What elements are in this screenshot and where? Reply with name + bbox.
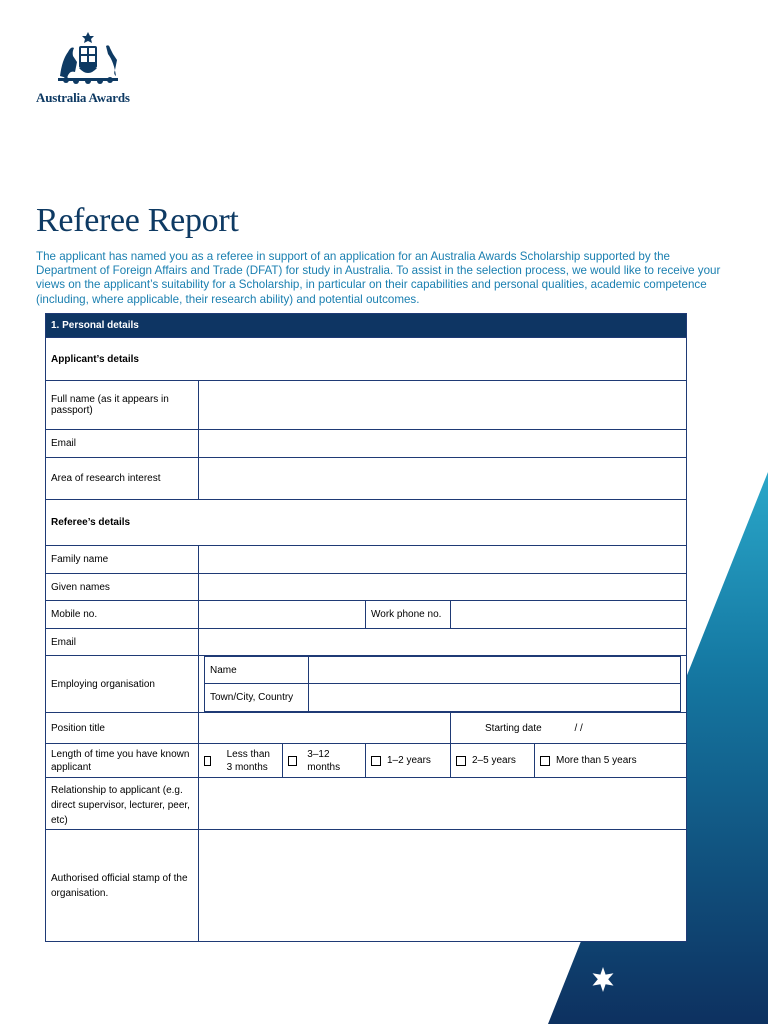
- mobile-label: Mobile no.: [46, 601, 199, 629]
- referee-email-field[interactable]: [199, 629, 687, 656]
- employing-organisation-label: Employing organisation: [46, 656, 199, 713]
- full-name-label: Full name (as it appears in passport): [46, 381, 199, 430]
- work-phone-field[interactable]: [451, 601, 687, 629]
- org-name-field[interactable]: [309, 657, 681, 684]
- length-option-label: 1–2 years: [387, 755, 431, 766]
- org-name-label: Name: [205, 657, 309, 684]
- length-option-1[interactable]: [283, 744, 366, 778]
- family-name-field[interactable]: [199, 546, 687, 574]
- employing-organisation-block: [199, 656, 687, 713]
- applicant-email-field[interactable]: [199, 430, 687, 458]
- work-phone-label: Work phone no.: [366, 601, 451, 629]
- logo-text: Australia Awards: [36, 90, 130, 105]
- page-title: Referee Report: [36, 202, 239, 239]
- relationship-field[interactable]: [199, 778, 687, 830]
- checkbox-icon[interactable]: [288, 756, 297, 766]
- checkbox-icon[interactable]: [540, 756, 550, 766]
- given-names-label: Given names: [46, 574, 199, 601]
- given-names-field[interactable]: [199, 574, 687, 601]
- length-option-label: More than 5 years: [556, 755, 637, 766]
- length-option-3[interactable]: [451, 744, 535, 778]
- length-option-0[interactable]: [199, 744, 283, 778]
- length-option-4[interactable]: [535, 744, 687, 778]
- position-title-field[interactable]: [199, 713, 451, 744]
- research-interest-field[interactable]: [199, 458, 687, 500]
- full-name-field[interactable]: [199, 381, 687, 430]
- applicant-details-heading: Applicant’s details: [46, 338, 687, 381]
- family-name-label: Family name: [46, 546, 199, 574]
- research-interest-label: Area of research interest: [46, 458, 199, 500]
- length-option-label: Less than 3 months: [226, 748, 270, 773]
- length-option-label: 2–5 years: [472, 755, 516, 766]
- length-known-label: Length of time you have known applicant: [46, 744, 199, 778]
- org-town-label: Town/City, Country: [205, 684, 309, 712]
- length-option-label: 3–12 months: [307, 748, 341, 773]
- applicant-email-label: Email: [46, 430, 199, 458]
- section-header: 1. Personal details: [46, 314, 687, 338]
- position-title-label: Position title: [46, 713, 199, 744]
- relationship-label: Relationship to applicant (e.g. direct supervisor, lecturer, peer, etc): [46, 778, 199, 830]
- star-icon: [589, 966, 617, 994]
- length-option-2[interactable]: [366, 744, 451, 778]
- stamp-label: Authorised official stamp of the organisation.: [46, 830, 199, 942]
- starting-date-label: Starting date: [485, 722, 542, 734]
- referee-details-heading: Referee’s details: [46, 500, 687, 546]
- checkbox-icon[interactable]: [456, 756, 466, 766]
- checkbox-icon[interactable]: [371, 756, 381, 766]
- starting-date-separators: / /: [574, 722, 583, 734]
- coat-of-arms-icon: [50, 30, 126, 88]
- starting-date-cell[interactable]: [451, 713, 687, 744]
- referee-email-label: Email: [46, 629, 199, 656]
- personal-details-form: [45, 313, 687, 942]
- org-town-field[interactable]: [309, 684, 681, 712]
- checkbox-icon[interactable]: [204, 756, 211, 766]
- mobile-field[interactable]: [199, 601, 366, 629]
- stamp-field[interactable]: [199, 830, 687, 942]
- intro-paragraph: The applicant has named you as a referee in support of an application for an Australia Awards Scholarship supported by the Department of Foreign Affairs and Trade (DFAT) for study in Australia. To assist in the selection process, we would like to receive your views on the applicant’s suitability for a Scholarship, in particular on their capabilities and personal qualities, academic competence (including, where applicable, their research ability) and potential outcomes.: [36, 250, 721, 306]
